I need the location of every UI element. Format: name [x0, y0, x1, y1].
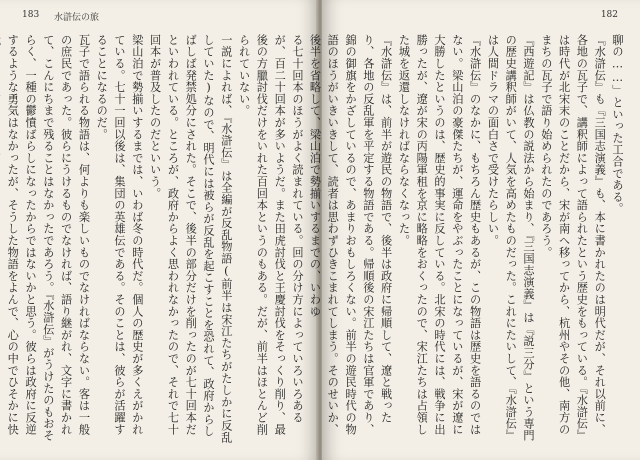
body-text — [6, 34, 306, 444]
paragraph: る七十回本のほうがよく読まれている。回の分け方によっていろいろあるが、百二十回本が多いようだ。また田虎討伐と王慶討伐をそっくり削り、最後の方臘討伐だけをいれた百回本というのもある。だが、前半はほとんど削られていない。 — [237, 34, 304, 436]
paragraph: 聊の……」といった工合である。 — [611, 34, 624, 215]
paragraph: 『西遊記』は仏教の説法から始まり、『三国志演義』は『説三分』という専門の歴史講釈師がいて、人気を高めたものだった。これにたいして、『水滸伝』は人間ドラマの面白さで受けたらしい。 — [486, 34, 536, 442]
paragraph: 一説によれば、『水滸伝』は全編が反乱物語(前半は宋江たちがたしかに反乱していた)なので、明代には被らが反乱を起こすことを恐れて、政府からしばしば発禁処分にされた。そこで、後半の部分だけを削ったのが七十回本だといわれている。ところが、政府からよく思われなかったので、それで七十回本が普及したのだといいう。 — [148, 34, 233, 444]
page-number: 182 — [600, 10, 618, 20]
paragraph: 『水滸伝』も『三国志演義』も、本に書かれたのは明代だが、それ以前に、各地の瓦子で、講釈師によって語られたという歴史をもっている。『水滸伝』は時代が北宋末のことだから、宋が南へ移ってから、杭州やその他、南方のまちの瓦子で語り始められたのであろう。 — [539, 34, 607, 442]
body-text — [308, 34, 626, 444]
paragraph: 『水滸伝』のなかに、もちろん歴史もあるが、この物語は歴史を語るのではない。梁山泊の豪傑たちが、運命をやぶったことになっているが、宋が遼に大勝したというのは、歴史的事実に反している。北宋の時代には、戦争に出勝ったが、遼が宋の丙陽軍租を京に略略をおくったので、宋江たちは占領した城を返還しなければならなくなった。 — [397, 34, 482, 436]
running-title: 水滸伝の旅 — [54, 13, 100, 23]
paragraph: 梁山泊で勢揃いするまでは、いわば冬の時代だ。個人の歴史が多くえがかれている。七十一回以後は、集団の英雄伝である。そのことは、彼らが活躍することになるのだ。 — [95, 34, 144, 436]
paragraph: 瓦子で語られる物語は、何よりも楽しいものでなければならない。客は一般の庶民であった。彼らにうけるものでなければ、語り継がれ、文字に書かれて、こんにちまで残ることはなかったであろう。『水滸伝』がうけたのもおそらく、一種の鬱憤ばらしになったからではないかと思う。彼らは政府に反逆するような勇気はなかったが、そうした物語をよんで、心の中でひそかに快 — [6, 34, 91, 442]
left-page — [0, 0, 318, 460]
paragraph: 『水滸伝』は、前半が遊民の物語で、後半は政府に帰順して、遼と戦ったり、各地の反乱軍を平定する物語である。帰順後の宋江たちは官軍であり、錦の御旗をかざしているので、あまりおもしろくない。前半の遊民時代の物語のほうがいきいきして、読者は思わずひきこまれてしまう。そのせいか、後半を省略して、梁山泊で勢揃いするまでの、いわゆ — [308, 34, 393, 436]
page-number: 183 — [22, 10, 40, 20]
right-page — [308, 0, 640, 460]
